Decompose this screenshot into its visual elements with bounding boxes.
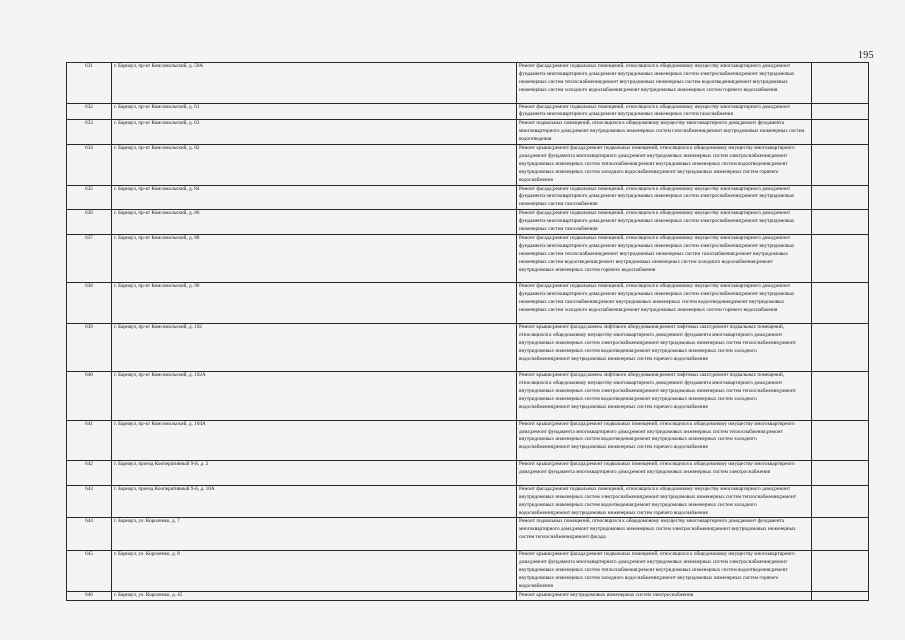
repair-works: Ремонт фасада;ремонт подвальных помещений, относящихся к общедомовому имуществу многоквартирного дома;ремонт внутридомовых инженерных систем электроснабжения;ремонт внутридомовых инженерных систем теплоснабжения;ремонт внутридомовых инженерных систем водоотведения;ремонт внутридомовых инженерных систем холодного водоснабжения;ремонт внутридомовых инженерных систем горячего водоснабжения (517, 485, 812, 518)
table-row (67, 518, 869, 551)
table-row (67, 103, 869, 120)
table-row (67, 185, 869, 210)
empty-cell (812, 185, 869, 210)
table-row (67, 372, 869, 420)
row-number: 634 (67, 145, 112, 186)
repair-works: Ремонт подвальных помещений, относящихся к общедомовому имуществу многоквартирного дома;ремонт фундамента многоквартирного дома;ремонт внутридомовых инженерных систем электроснабжения;ремонт внутридомовых инженерных систем теплоснабжения;ремонт фасада (517, 518, 812, 551)
row-number: 633 (67, 120, 112, 145)
empty-cell (812, 63, 869, 104)
repair-works: Ремонт крыши;ремонт фасада;ремонт подвальных помещений, относящихся к общедомовому имуществу многоквартирного дома;ремонт фундамента многоквартирного дома;ремонт внутридомовых инженерных систем электроснабжения (517, 461, 812, 486)
table-row (67, 145, 869, 186)
repair-works: Ремонт подвальных помещений, относящихся к общедомовому имуществу многоквартирного дома;ремонт фундамента многоквартирного дома;ремонт внутридомовых инженерных систем газоснабжения;ремонт внутридомовых инженерных систем водоотведения (517, 120, 812, 145)
building-address: г. Барнаул, ул. Короленко, д. 7 (112, 518, 517, 551)
empty-cell (812, 372, 869, 420)
empty-cell (812, 210, 869, 235)
building-address: г. Барнаул, проезд Кооперативный 9-й, д. 10А (112, 485, 517, 518)
table-row (67, 485, 869, 518)
row-number: 638 (67, 283, 112, 324)
building-address: г. Барнаул, пр-кт Комсомольский, д. 102А (112, 372, 517, 420)
building-address: г. Барнаул, проезд Кооперативный 9-й, д. 2 (112, 461, 517, 486)
repair-works: Ремонт фасада;ремонт подвальных помещений, относящихся к общедомовому имуществу многоквартирного дома;ремонт фундамента многоквартирного дома;ремонт внутридомовых инженерных систем электроснабжения;ремонт внутридомовых инженерных систем газоснабжения;ремонт внутридомовых инженерных систем водоотведения;ремонт внутридомовых инженерных систем холодного водоснабжения;ремонт внутридомовых инженерных систем горячего водоснабжения (517, 283, 812, 324)
repair-works: Ремонт фасада;ремонт подвальных помещений, относящихся к общедомовому имуществу многоквартирного дома;ремонт фундамента многоквартирного дома;ремонт внутридомовых инженерных систем электроснабжения;ремонт внутридомовых инженерных систем теплоснабжения;ремонт внутридомовых инженерных систем водоотведения;ремонт внутридомовых инженерных систем холодного водоснабжения;ремонт внутридомовых инженерных систем горячего водоснабжения (517, 63, 812, 104)
table-row (67, 235, 869, 283)
building-address: г. Барнаул, ул. Короленко, д. 8 (112, 551, 517, 592)
table-body (67, 63, 869, 601)
building-address: г. Барнаул, ул. Короленко, д. 45 (112, 591, 517, 600)
table-row (67, 461, 869, 486)
empty-cell (812, 103, 869, 120)
empty-cell (812, 591, 869, 600)
empty-cell (812, 283, 869, 324)
row-number: 640 (67, 372, 112, 420)
building-address: г. Барнаул, пр-кт Комсомольский, д. 50А (112, 63, 517, 104)
row-number: 642 (67, 461, 112, 486)
building-address: г. Барнаул, пр-кт Комсомольский, д. 63 (112, 120, 517, 145)
building-address: г. Барнаул, пр-кт Комсомольский, д. 61 (112, 103, 517, 120)
table-row (67, 210, 869, 235)
row-number: 639 (67, 323, 112, 371)
empty-cell (812, 235, 869, 283)
repair-works: Ремонт фасада;ремонт подвальных помещений, относящихся к общедомовому имуществу многоквартирного дома;ремонт фундамента многоквартирного дома;ремонт внутридомовых инженерных систем газоснабжения (517, 103, 812, 120)
table-row (67, 120, 869, 145)
building-address: г. Барнаул, пр-кт Комсомольский, д. 104А (112, 420, 517, 461)
repair-works: Ремонт фасада;ремонт подвальных помещений, относящихся к общедомовому имуществу многоквартирного дома;ремонт фундамента многоквартирного дома;ремонт внутридомовых инженерных систем электроснабжения;ремонт внутридомовых инженерных систем газоснабжения (517, 210, 812, 235)
repair-works: Ремонт крыши;ремонт фасада;замена лифтового оборудования;ремонт лифтовых шахт;ремонт подвальных помещений, относящихся к общедомовому имуществу многоквартирного дома;ремонт фундамента многоквартирного дома;ремонт внутридомовых инженерных систем электроснабжения;ремонт внутридомовых инженерных систем теплоснабжения;ремонт внутридомовых инженерных систем водоотведения;ремонт внутридомовых инженерных систем холодного водоснабжения;ремонт внутридомовых инженерных систем горячего водоснабжения (517, 323, 812, 371)
row-number: 632 (67, 103, 112, 120)
row-number: 645 (67, 551, 112, 592)
empty-cell (812, 485, 869, 518)
empty-cell (812, 323, 869, 371)
row-number: 644 (67, 518, 112, 551)
row-number: 631 (67, 63, 112, 104)
table-row (67, 420, 869, 461)
repair-register-table (66, 62, 869, 601)
row-number: 646 (67, 591, 112, 600)
row-number: 637 (67, 235, 112, 283)
repair-works: Ремонт крыши;ремонт фасада;ремонт подвальных помещений, относящихся к общедомовому имуществу многоквартирного дома;ремонт фундамента многоквартирного дома;ремонт внутридомовых инженерных систем электроснабжения;ремонт внутридомовых инженерных систем теплоснабжения;ремонт внутридомовых инженерных систем водоотведения;ремонт внутридомовых инженерных систем холодного водоснабжения;ремонт внутридомовых инженерных систем горячего водоснабжения (517, 551, 812, 592)
page-number: 195 (858, 50, 874, 61)
row-number: 635 (67, 185, 112, 210)
table-row (67, 283, 869, 324)
table-row (67, 63, 869, 104)
row-number: 643 (67, 485, 112, 518)
table-row (67, 591, 869, 600)
row-number: 636 (67, 210, 112, 235)
row-number: 641 (67, 420, 112, 461)
repair-works: Ремонт фасада;ремонт подвальных помещений, относящихся к общедомовому имуществу многоквартирного дома;ремонт фундамента многоквартирного дома;ремонт внутридомовых инженерных систем электроснабжения;ремонт внутридомовых инженерных систем газоснабжения (517, 185, 812, 210)
table-row (67, 551, 869, 592)
repair-works: Ремонт крыши;ремонт фасада;замена лифтового оборудования;ремонт лифтовых шахт;ремонт подвальных помещений, относящихся к общедомовому имуществу многоквартирного дома;ремонт фундамента многоквартирного дома;ремонт внутридомовых инженерных систем электроснабжения;ремонт внутридомовых инженерных систем теплоснабжения;ремонт внутридомовых инженерных систем водоотведения;ремонт внутридомовых инженерных систем холодного водоснабжения;ремонт внутридомовых инженерных систем горячего водоснабжения (517, 372, 812, 420)
empty-cell (812, 518, 869, 551)
empty-cell (812, 461, 869, 486)
repair-works: Ремонт крыши;ремонт фасада;ремонт подвальных помещений, относящихся к общедомовому имуществу многоквартирного дома;ремонт фундамента многоквартирного дома;ремонт внутридомовых инженерных систем электроснабжения;ремонт внутридомовых инженерных систем теплоснабжения;ремонт внутридомовых инженерных систем водоотведения;ремонт внутридомовых инженерных систем холодного водоснабжения;ремонт внутридомовых инженерных систем горячего водоснабжения (517, 145, 812, 186)
empty-cell (812, 420, 869, 461)
building-address: г. Барнаул, пр-кт Комсомольский, д. 84 (112, 185, 517, 210)
repair-works: Ремонт фасада;ремонт подвальных помещений, относящихся к общедомовому имуществу многоквартирного дома;ремонт фундамента многоквартирного дома;ремонт внутридомовых инженерных систем электроснабжения;ремонт внутридомовых инженерных систем теплоснабжения;ремонт внутридомовых инженерных систем газоснабжения;ремонт внутридомовых инженерных систем водоотведения;ремонт внутридомовых инженерных систем холодного водоснабжения;ремонт внутридомовых инженерных систем горячего водоснабжения (517, 235, 812, 283)
building-address: г. Барнаул, пр-кт Комсомольский, д. 82 (112, 145, 517, 186)
building-address: г. Барнаул, пр-кт Комсомольский, д. 102 (112, 323, 517, 371)
empty-cell (812, 120, 869, 145)
table-row (67, 323, 869, 371)
building-address: г. Барнаул, пр-кт Комсомольский, д. 90 (112, 283, 517, 324)
empty-cell (812, 551, 869, 592)
repair-works: Ремонт крыши;ремонт фасада;ремонт подвальных помещений, относящихся к общедомовому имуществу многоквартирного дома;ремонт фундамента многоквартирного дома;ремонт внутридомовых инженерных систем теплоснабжения;ремонт внутридомовых инженерных систем водоотведения;ремонт внутридомовых инженерных систем холодного водоснабжения;ремонт внутридомовых инженерных систем горячего водоснабжения (517, 420, 812, 461)
empty-cell (812, 145, 869, 186)
repair-works: Ремонт крыши;ремонт внутридомовых инженерных систем электроснабжения (517, 591, 812, 600)
building-address: г. Барнаул, пр-кт Комсомольский, д. 86 (112, 210, 517, 235)
building-address: г. Барнаул, пр-кт Комсомольский, д. 88 (112, 235, 517, 283)
